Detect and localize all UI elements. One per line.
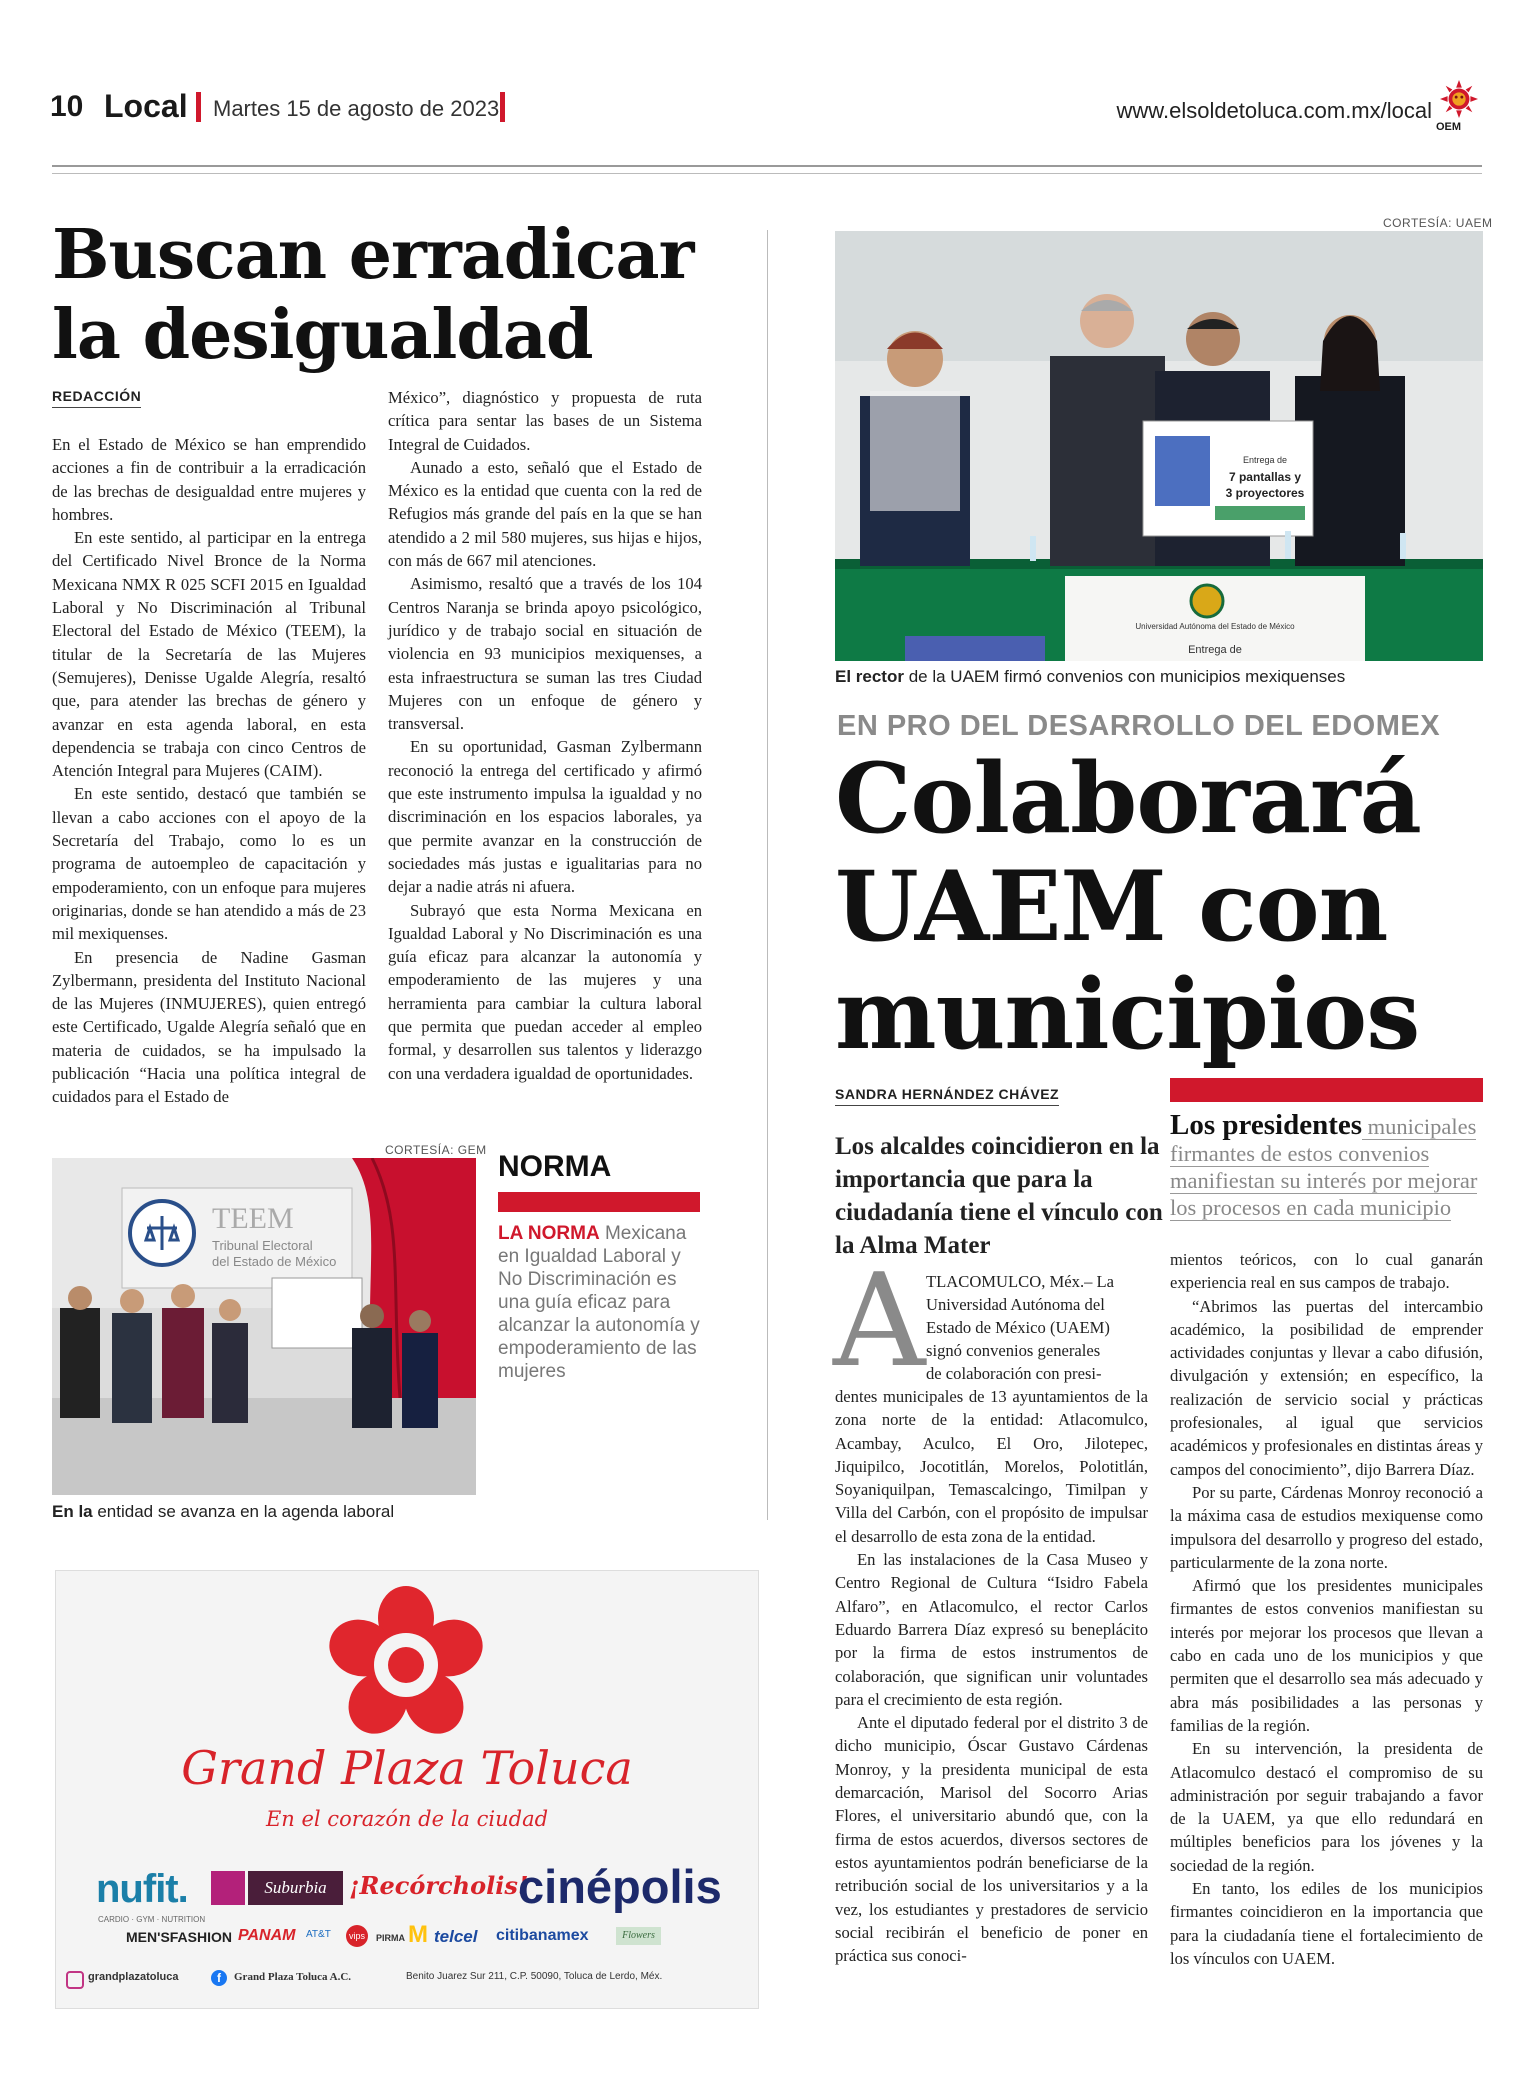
left-byline	[52, 388, 141, 404]
caption-lead: En la	[52, 1502, 93, 1521]
mensfashion-logo: MEN'SFASHION	[126, 1929, 233, 1945]
pullquote-text: municipales firmantes de estos convenios manifiestan su interés por mejorar los procesos en cada municipio	[1170, 1114, 1478, 1220]
dropcap-lines	[926, 1270, 1148, 1385]
vips-logo: vips	[346, 1925, 368, 1947]
flower-logo-icon	[326, 1583, 486, 1743]
dropcap-line: signó convenios generales	[926, 1341, 1101, 1360]
banner-text: Entrega de	[1188, 644, 1242, 656]
sidebar-title: NORMA	[498, 1150, 612, 1183]
right-headline-line: municipios	[835, 958, 1420, 1071]
right-byline-text: SANDRA HERNÁNDEZ CHÁVEZ	[835, 1086, 1059, 1106]
ad-instagram[interactable]: grandplazatoluca	[88, 1971, 179, 1983]
dropcap-line: Universidad Autónoma del	[926, 1295, 1105, 1314]
att-logo: AT&T	[306, 1929, 331, 1940]
right-headline-line: Colaborará	[835, 742, 1421, 855]
left-photo-caption	[52, 1502, 394, 1522]
board-text: Entrega de	[1242, 455, 1288, 465]
paragraph: Asimismo, resaltó que a través de los 104 Centros Naranja se brinda apoyo psicológico, jurídico y de trabajo social en situación de violencia en 93 municipios mexiquenses, a esta infraestructura se suman las tres Ciudad Mujeres con un enfoque de género y transversal.	[388, 574, 702, 734]
instagram-icon	[66, 1971, 84, 1989]
left-headline	[52, 215, 752, 375]
header-divider	[500, 92, 505, 122]
kicker: EN PRO DEL DESARROLLO DEL EDOMEX	[837, 710, 1441, 742]
caption-lead: El rector	[835, 667, 904, 686]
left-col-2	[388, 386, 702, 1085]
ad-facebook[interactable]: Grand Plaza Toluca A.C.	[234, 1971, 352, 1983]
sidebar-body: Mexicana en Igualdad Laboral y No Discriminación es una guía eficaz para alcanzar la autonomía y empoderamiento de las mujeres	[498, 1223, 700, 1382]
dropcap: A	[833, 1247, 926, 1396]
header-rule	[52, 165, 1482, 167]
header-divider	[196, 92, 201, 122]
dropcap-line: Estado de México (UAEM)	[926, 1318, 1110, 1337]
left-headline-line: Buscan erradicar	[52, 215, 694, 295]
paragraph: En las instalaciones de la Casa Museo y Centro Regional de Cultura “Isidro Fabela Alfaro”, en Atlacomulco, el rector Carlos Eduardo Barrera Díaz expresó su beneplácito por la firma de estos instrumentos de colaboración, que significan unir voluntades para el crecimiento de esta región.	[835, 1550, 1148, 1709]
sidebar-lead: LA NORMA	[498, 1223, 600, 1244]
paragraph: En presencia de Nadine Gasman Zylbermann, presidenta del Instituto Nacional de las Mujeres (INMUJERES), quien entregó este Certificado, Ugalde Alegría señaló que en materia de cuidados, se ha impulsado la publicación “Hacia una política integral de cuidados para el Estado de	[52, 947, 366, 1107]
pirma-logo: PIRMA	[376, 1933, 405, 1943]
advertisement[interactable]	[55, 1570, 759, 2009]
paragraph: En su intervención, la presidenta de Atlacomulco destacó el compromiso de su administración por seguir trabajando a favor de la UAEM, ya que ello redundará en múltiples beneficios para los jóvenes y la sociedad de la región.	[1170, 1739, 1483, 1875]
suburbia-logo: Suburbia	[248, 1871, 343, 1905]
section-title: Local	[104, 88, 188, 124]
right-headline-line: UAEM con	[835, 850, 1388, 963]
caption-text: entidad se avanza en la agenda laboral	[92, 1502, 395, 1521]
pullquote-lead: Los presidentes	[1170, 1109, 1363, 1141]
paragraph: En este sentido, al participar en la entrega del Certificado Nivel Bronce de la Norma Mexicana NMX R 025 SCFI 2015 en Igualdad Laboral y No Discriminación al Tribunal Electoral del Estado de México (TEEM), la titular de la Secretaría de las Mujeres (Semujeres), Denisse Ugalde Alegría, resaltó que, para atender las brechas de género y avanzar en esta agenda laboral, en esta dependencia se trabaja con cinco Centros de Atención Integral para Mujeres (CAIM).	[52, 528, 366, 781]
right-byline	[835, 1086, 1059, 1102]
paragraph: dentes municipales de 13 ayuntamientos de la zona norte de la entidad: Atlacomulco, Acambay, Aculco, El Oro, Jilotepec, Jiquipilco, Jocotitlán, Morelos, Polotitlán, Soyaniquilpan, Temascalcingo, Timilpan y Villa del Carbón, con el propósito de impulsar el desarrollo de esta zona de la entidad.	[835, 1387, 1148, 1546]
paragraph: Aunado a esto, señaló que el Estado de México es la entidad que cuenta con la red de Refugios más grande del país en la que se han atendido a 2 mil 580 mujeres, sus hijas e hijos, con más de 667 mil atenciones.	[388, 457, 702, 571]
mcdonalds-icon: M	[408, 1921, 428, 1948]
pullquote	[1170, 1109, 1483, 1221]
paragraph: Por su parte, Cárdenas Monroy reconoció a la máxima casa de estudios mexiquense como impulsora del desarrollo y progreso del estado, particularmente de la zona norte.	[1170, 1482, 1483, 1572]
paragraph: En este sentido, destacó que también se llevan a cabo acciones con el apoyo de la Secretaría del Trabajo, como lo es un programa de autoempleo de capacitación y empoderamiento, con un enfoque para mujeres originarias, donde se han atendido a más de 23 mil mexiquenses.	[52, 784, 366, 944]
left-col-1	[52, 433, 366, 1109]
oem-logo: OEM	[1436, 121, 1462, 133]
dropcap-line: TLACOMULCO, Méx.– La	[926, 1272, 1115, 1291]
nufit-logo: nufit.	[96, 1867, 188, 1911]
sign-text: TEEM	[212, 1202, 294, 1235]
pullquote-bar	[1170, 1078, 1483, 1102]
panam-logo: PANAM	[238, 1927, 296, 1944]
ad-brand: Grand Plaza Toluca	[181, 1741, 633, 1795]
facebook-icon: f	[211, 1970, 227, 1986]
citibanamex-logo: citibanamex	[496, 1927, 589, 1944]
caption-text: de la UAEM firmó convenios con municipios mexiquenses	[903, 667, 1346, 686]
teem-event-photo	[52, 1158, 476, 1495]
nufit-sub: CARDIO · GYM · NUTRITION	[98, 1915, 206, 1924]
column-divider	[767, 230, 768, 1520]
photo-credit: CORTESÍA: GEM	[385, 1143, 487, 1157]
uaem-event-photo	[835, 231, 1483, 661]
paragraph: México”, diagnóstico y propuesta de ruta crítica para sentar las bases de un Sistema Integral de Cuidados.	[388, 388, 702, 454]
ad-tagline: En el corazón de la ciudad	[265, 1807, 549, 1831]
sun-logo-icon	[1440, 80, 1478, 118]
paragraph: Subrayó que esta Norma Mexicana en Igualdad Laboral y No Discriminación es una guía eficaz para alcanzar la autonomía y empoderamiento de las mujeres y una herramienta para cambiar la cultura laboral que permita que puedan acceder al empleo formal, y desarrollen sus talentos y liderazgo con una verdadera igualdad de oportunidades.	[388, 900, 702, 1083]
header-rule	[52, 173, 1482, 174]
sign-text: del Estado de México	[212, 1254, 337, 1269]
page-number: 10	[50, 90, 84, 123]
paragraph: En el Estado de México se han emprendido acciones a fin de contribuir a la erradicación de las brechas de desigualdad entre mujeres y hombres.	[52, 435, 366, 524]
telcel-logo: telcel	[434, 1927, 478, 1946]
subhead: Los alcaldes coincidieron en la importancia que para la ciudadanía tiene el vínculo con la Alma Mater	[835, 1133, 1163, 1259]
sidebar-text	[498, 1222, 708, 1383]
left-headline-line: la desigualdad	[52, 295, 593, 375]
board-text: 7 pantallas y	[1228, 470, 1302, 484]
paragraph: mientos teóricos, con lo cual ganarán experiencia real en sus campos de trabajo.	[1170, 1250, 1483, 1293]
banner-text: Universidad Autónoma del Estado de México	[1135, 622, 1295, 631]
right-headline	[835, 742, 1485, 1071]
flowers-logo: Flowers	[616, 1927, 661, 1945]
sign-text: Tribunal Electoral	[212, 1238, 313, 1253]
right-col-2	[1170, 1248, 1483, 1970]
right-col-1	[835, 1385, 1148, 1967]
paragraph: En tanto, los ediles de los municipios firmantes coincidieron en la importancia que para la ciudadanía tiene el fortalecimiento de los vínculos con UAEM.	[1170, 1879, 1483, 1968]
board-text: 3 proyectores	[1225, 486, 1305, 500]
right-photo-caption	[835, 667, 1345, 687]
paragraph: Ante el diputado federal por el distrito 3 de dicho municipio, Óscar Gustavo Cárdenas Monroy, y la presidenta municipal de esta demarcación, Marisol del Socorro Arias Flores, el universitario abundó que, con la firma de estos acuerdos, diversos sectores de estos ayuntamientos podrán beneficiarse de la retribución social de los universitarios y a la vez, los estudiantes y prestadores de servicio social recibirán el beneficio de poner en práctica sus conoci-	[835, 1713, 1148, 1966]
sidebar-bar	[498, 1192, 700, 1212]
dropcap-line: de colaboración con presi-	[926, 1364, 1102, 1383]
paragraph: En su oportunidad, Gasman Zylbermann reconoció la entrega del certificado y afirmó que este instrumento impulsa la igualdad y no discriminación en los espacios laborales, ya que permite avanzar en la construcción de sociedades más justas e igualitarias para no dejar a nadie atrás ni afuera.	[388, 737, 702, 897]
cinepolis-logo: cinépolis	[518, 1860, 722, 1913]
left-byline-text: REDACCIÓN	[52, 388, 141, 408]
paragraph: “Abrimos las puertas del intercambio académico, la posibilidad de emprender actividades conjuntas y llevar a cabo difusión, divulgación y extensión; en específico, la realización de servicio social y prácticas profesionales, al igual que servicios académicos y profesionales en distintas áreas y campos del conocimiento”, dijo Barrera Díaz.	[1170, 1296, 1483, 1479]
site-url[interactable]: www.elsoldetoluca.com.mx/local	[1116, 98, 1432, 123]
paragraph: Afirmó que los presidentes municipales firmantes de estos convenios manifiestan su interés por mejorar los procesos que llevan a cabo en cada uno de los municipios y que permiten que el desarrollo sea más adecuado y abra más posibilidades a las personas y familias de la región.	[1170, 1576, 1483, 1735]
issue-date: Martes 15 de agosto de 2023	[213, 96, 500, 121]
suburbia-icon	[211, 1871, 245, 1905]
photo-credit: CORTESÍA: UAEM	[1383, 216, 1493, 230]
ad-address: Benito Juarez Sur 211, C.P. 50090, Toluca de Lerdo, Méx.	[406, 1971, 663, 1982]
recorcholis-logo: ¡Recórcholis!	[349, 1871, 529, 1900]
